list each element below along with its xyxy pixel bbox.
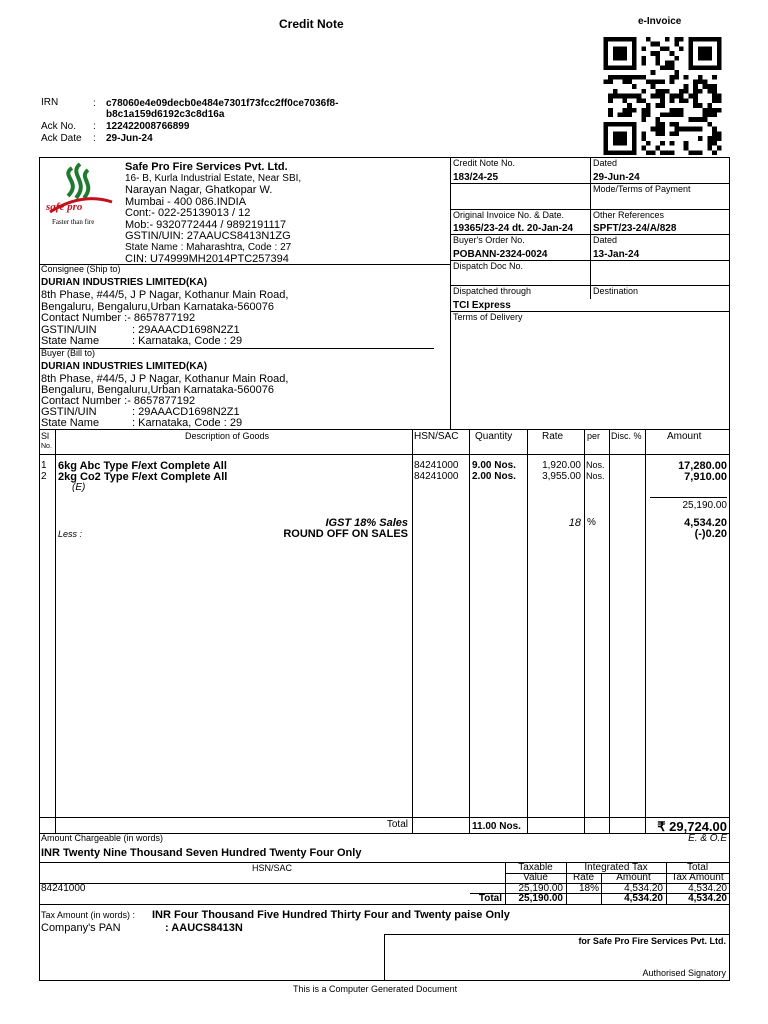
col-sl-header: Sl [41, 431, 50, 441]
buyer-name: DURIAN INDUSTRIES LIMITED(KA) [41, 361, 208, 372]
mode-terms-label: Mode/Terms of Payment [593, 184, 691, 194]
for-company-label: for Safe Pro Fire Services Pvt. Ltd. [578, 936, 726, 946]
buyer-state: : Karnataka, Code : 29 [132, 417, 243, 429]
meta-column-divider [590, 157, 591, 299]
irn-label: IRN [41, 97, 59, 108]
buyer-gstin-label: GSTIN/UIN [41, 406, 97, 418]
item-sl: 2 [41, 471, 47, 482]
col-no-header: No. [41, 443, 52, 450]
round-off-label: ROUND OFF ON SALES [283, 528, 408, 540]
tax-row-amount: 4,534.20 [624, 883, 663, 894]
tax-row-rate: 18% [578, 883, 599, 894]
buyer-contact: Contact Number :- 8657877192 [41, 395, 196, 407]
item-qty: 9.00 Nos. [472, 460, 516, 471]
qr-code-icon [600, 37, 725, 155]
frame-bottom-border [39, 980, 729, 981]
round-off-amount: (-)0.20 [694, 528, 727, 540]
irn-colon: : [93, 98, 96, 109]
consignee-contact: Contact Number :- 8657877192 [41, 312, 196, 324]
tax-row-taxable: 25,190.00 [518, 883, 563, 894]
tax-col-taxable-header: Taxable [518, 862, 553, 873]
logo-text: safe pro [46, 201, 83, 213]
subtotal-rule [650, 497, 727, 498]
orig-invoice-label: Original Invoice No. & Date. [453, 210, 565, 220]
consignee-heading: Consignee (Ship to) [41, 264, 121, 274]
items-col-divider [55, 429, 56, 833]
item-sl: 1 [41, 460, 47, 471]
item-description: 2kg Co2 Type F/ext Complete All [58, 471, 228, 483]
tax-col-total-header: Total [686, 862, 709, 873]
igst-rate: 18 [568, 517, 581, 529]
subtotal-amount: 25,190.00 [682, 500, 727, 511]
tax-col-hsn-header: HSN/SAC [251, 863, 292, 873]
seller-line: Narayan Nagar, Ghatkopar W. [125, 184, 273, 196]
amount-words-value: INR Twenty Nine Thousand Seven Hundred Twenty Four Only [41, 847, 362, 859]
col-rate-header: Rate [542, 431, 564, 442]
frame-right-border [729, 157, 730, 981]
tax-total-taxable: 25,190.00 [518, 893, 563, 904]
buyer-address: 8th Phase, #44/5, J P Nagar, Kothanur Main Road, [41, 373, 289, 385]
consignee-gstin-label: GSTIN/UIN [41, 324, 97, 336]
item-sub-note: (E) [72, 482, 86, 493]
einvoice-label: e-Invoice [638, 16, 682, 27]
item-rate: 3,955.00 [542, 471, 581, 482]
buyer-gstin: : 29AAACD1698N2Z1 [132, 406, 240, 418]
destination-label: Destination [593, 286, 639, 296]
col-desc-header: Description of Goods [185, 431, 270, 441]
irn-value-2: b8c1a159d6192c3c8d16a [106, 109, 225, 120]
seller-line: 16- B, Kurla Industrial Estate, Near SBI, [125, 173, 302, 184]
item-per: Nos. [586, 460, 605, 470]
ack-no-colon: : [93, 121, 96, 132]
item-amount: 17,280.00 [678, 460, 727, 472]
items-total-top [39, 817, 729, 818]
consignee-buyer-divider [39, 348, 434, 349]
credit-note-no: 183/24-25 [453, 172, 499, 183]
seller-name: Safe Pro Fire Services Pvt. Ltd. [125, 161, 288, 173]
item-per: Nos. [586, 471, 605, 481]
col-qty-header: Quantity [475, 431, 513, 442]
dispatched-through-label: Dispatched through [453, 286, 532, 296]
col-hsn-header: HSN/SAC [414, 431, 459, 442]
dated-label: Dated [593, 158, 618, 168]
pan-value: : AAUCS8413N [165, 922, 243, 934]
tax-table-bottom [39, 904, 729, 905]
col-amount-header: Amount [667, 431, 702, 442]
ack-no-label: Ack No. [41, 121, 77, 132]
dated2-label: Dated [593, 235, 618, 245]
igst-label: IGST 18% Sales [325, 517, 408, 529]
items-col-divider [584, 429, 585, 833]
tax-total-total: 4,534.20 [688, 893, 727, 904]
total-amount: ₹ 29,724.00 [657, 819, 727, 834]
buyer-heading: Buyer (Bill to) [41, 348, 96, 358]
dated2-value: 13-Jan-24 [593, 249, 640, 260]
dispatched-through-value: TCI Express [453, 300, 511, 311]
other-ref-label: Other References [593, 210, 665, 220]
tax-col-total-header: Tax Amount [671, 872, 724, 883]
buyer-order-label: Buyer's Order No. [453, 235, 525, 245]
item-qty: 2.00 Nos. [472, 471, 516, 482]
tax-col-amount-header: Amount [616, 872, 651, 883]
ack-date-label: Ack Date [41, 133, 82, 144]
item-description: 6kg Abc Type F/ext Complete All [58, 460, 227, 472]
col-per-header: per [587, 431, 601, 441]
seller-line: State Name : Maharashtra, Code : 27 [125, 242, 292, 253]
buyer-address: Bengaluru, Bengaluru,Urban Karnataka-560076 [41, 384, 274, 396]
seller-line: CIN: U74999MH2014PTC257394 [125, 253, 289, 265]
tax-words-label: Tax Amount (in words) : [41, 910, 136, 920]
items-col-divider [609, 429, 610, 833]
signature-box-left [384, 934, 385, 980]
dated-value: 29-Jun-24 [593, 172, 640, 183]
consignee-address: 8th Phase, #44/5, J P Nagar, Kothanur Main Road, [41, 289, 289, 301]
tax-total-label: Total [478, 893, 502, 904]
item-hsn: 84241000 [414, 460, 459, 471]
items-col-divider [412, 429, 413, 833]
tax-col-rate-header: Rate [572, 872, 595, 883]
buyer-order-value: POBANN-2324-0024 [453, 249, 548, 260]
tax-words-value: INR Four Thousand Five Hundred Thirty Four and Twenty paise Only [152, 909, 510, 921]
col-disc-header: Disc. % [611, 431, 642, 441]
pan-label: Company's PAN [41, 922, 121, 934]
frame-top-border [39, 157, 729, 158]
ack-date-colon: : [93, 133, 96, 144]
credit-note-no-label: Credit Note No. [453, 158, 516, 168]
items-header-bottom [39, 454, 729, 455]
computer-generated-note: This is a Computer Generated Document [293, 984, 458, 994]
consignee-name: DURIAN INDUSTRIES LIMITED(KA) [41, 277, 208, 288]
signature-box-top [384, 934, 729, 935]
items-col-divider [645, 429, 646, 833]
items-col-divider [469, 429, 470, 833]
other-ref-value: SPFT/23-24/A/828 [593, 223, 677, 234]
item-hsn: 84241000 [414, 471, 459, 482]
tax-total-amount: 4,534.20 [624, 893, 663, 904]
tax-row-hsn: 84241000 [41, 883, 86, 894]
authorised-signatory-label: Authorised Signatory [642, 968, 726, 978]
amount-words-label: Amount Chargeable (in words) [41, 833, 164, 843]
eoe-label: E. & O.E [688, 833, 727, 844]
seller-line: Cont:- 022-25139013 / 12 [125, 207, 251, 219]
consignee-address: Bengaluru, Bengaluru,Urban Karnataka-560076 [41, 301, 274, 313]
document-title: Credit Note [279, 17, 344, 31]
items-header-top [39, 429, 729, 430]
buyer-state-label: State Name [41, 417, 100, 429]
tax-col-igst-header: Integrated Tax [584, 862, 648, 873]
orig-invoice-value: 19365/23-24 dt. 20-Jan-24 [453, 223, 574, 234]
item-rate: 1,920.00 [542, 460, 581, 471]
frame-left-border [39, 157, 40, 981]
seller-line: GSTIN/UIN: 27AAUCS8413N1ZG [125, 230, 291, 242]
tax-col-taxable-header: Value [523, 872, 548, 883]
terms-of-delivery-label: Terms of Delivery [453, 312, 523, 322]
igst-amount: 4,534.20 [684, 517, 727, 529]
ack-no-value: 122422008766899 [106, 121, 190, 132]
items-col-divider [527, 429, 528, 833]
less-label: Less : [58, 529, 83, 539]
seller-line: Mumbai - 400 086.INDIA [125, 196, 247, 208]
logo-tagline: Faster than fire [52, 218, 95, 226]
total-label: Total [386, 819, 408, 830]
item-amount: 7,910.00 [684, 471, 727, 483]
dispatch-doc-label: Dispatch Doc No. [453, 261, 524, 271]
consignee-gstin: : 29AAACD1698N2Z1 [132, 324, 240, 336]
seller-line: Mob:- 9320772444 / 9892191117 [125, 219, 287, 231]
total-qty: 11.00 Nos. [472, 821, 521, 832]
igst-percent: % [587, 517, 596, 528]
seller-meta-divider [450, 157, 451, 429]
consignee-state-label: State Name [41, 335, 100, 347]
tax-row-total: 4,534.20 [688, 883, 727, 894]
consignee-state: : Karnataka, Code : 29 [132, 335, 243, 347]
irn-value-1: c78060e4e09decb0e484e7301f73fcc2ff0ce7036f8- [106, 98, 339, 109]
ack-date-value: 29-Jun-24 [106, 133, 153, 144]
